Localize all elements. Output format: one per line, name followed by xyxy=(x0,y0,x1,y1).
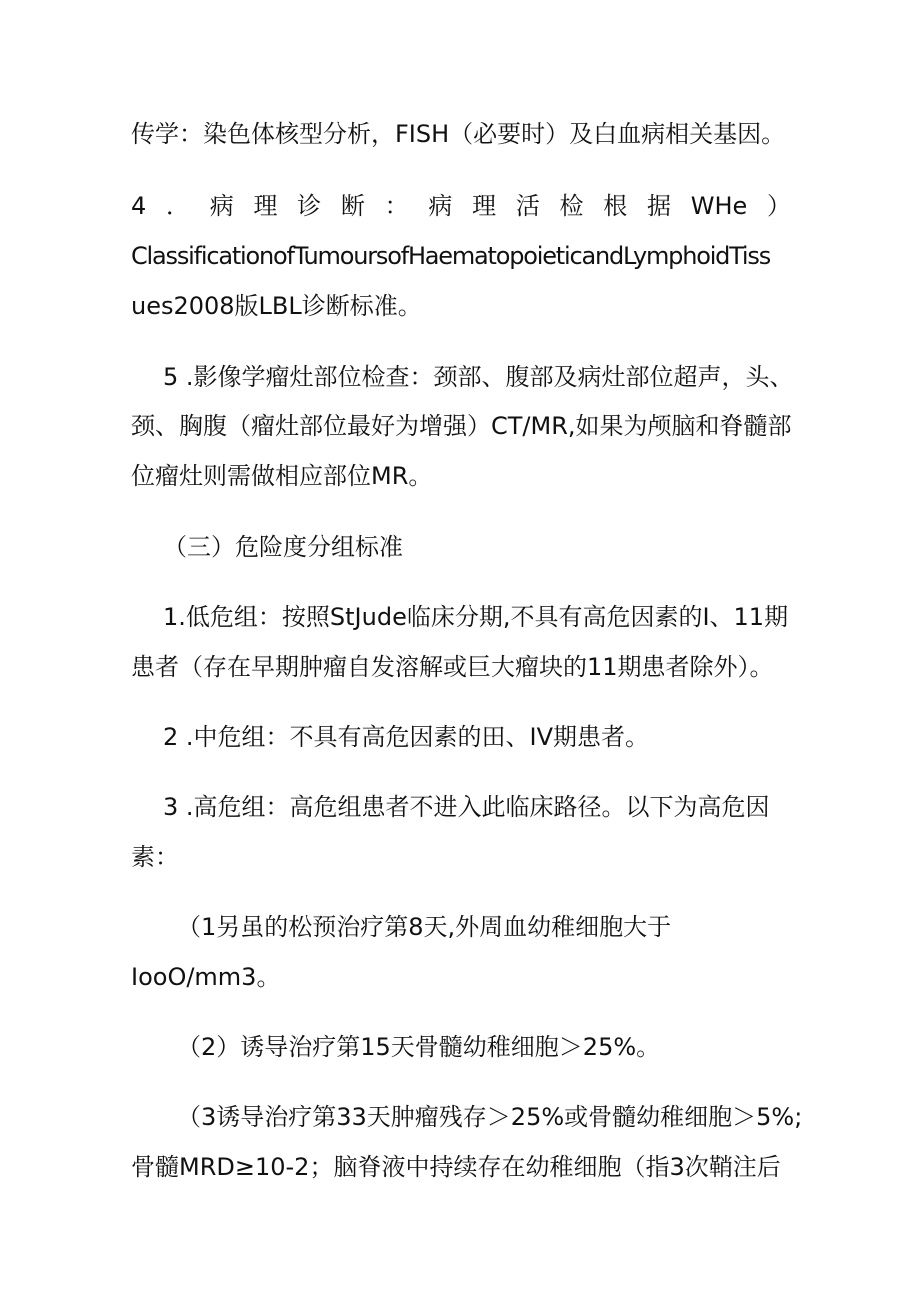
high-risk-factor-1: （1另虽的松预治疗第8天,外周血幼稚细胞大于 xyxy=(177,913,672,941)
text-line-7: 位瘤灶则需做相应部位MR。 xyxy=(131,462,433,490)
mid-risk-paragraph: 2 .中危组：不具有高危因素的田、IV期患者。 xyxy=(163,723,650,751)
low-risk-paragraph: 1.低危组：按照StJude临床分期,不具有高危因素的I、11期 xyxy=(163,603,789,631)
text-line-1: 传学：染色体核型分析，FISH（必要时）及白血病相关基因。 xyxy=(131,120,786,148)
text-line-15: IooO/mm3。 xyxy=(131,963,281,991)
text-line-3: ClassificationofTumoursofHaematopoieticandLymphoidTiss xyxy=(131,242,770,270)
high-risk-factor-2: （2）诱导治疗第15天骨髓幼稚细胞＞25%。 xyxy=(177,1033,661,1061)
text-line-13: 素： xyxy=(131,843,179,871)
text-line-4: ues2008版LBL诊断标准。 xyxy=(131,292,422,320)
section-5-paragraph: 5 .影像学瘤灶部位检查：颈部、腹部及病灶部位超声，头、 xyxy=(163,363,794,391)
high-risk-factor-3: （3诱导治疗第33天肿瘤残存＞25%或骨髓幼稚细胞＞5%; xyxy=(177,1103,803,1131)
text-line-18: 骨髓MRD≥10-2；脑脊液中持续存在幼稚细胞（指3次鞘注后 xyxy=(131,1153,781,1181)
section-heading-risk-groups: （三）危险度分组标准 xyxy=(163,533,403,561)
high-risk-paragraph: 3 .高危组：高危组患者不进入此临床路径。以下为高危因 xyxy=(163,793,770,821)
text-line-6: 颈、胸腹（瘤灶部位最好为增强）CT/MR,如果为颅脑和脊髓部 xyxy=(131,412,792,440)
text-line-10: 患者（存在早期肿瘤自发溶解或巨大瘤块的11期患者除外）。 xyxy=(131,653,774,681)
section-4-heading: 4．病理诊断：病理活检根据WHe） xyxy=(131,192,791,220)
